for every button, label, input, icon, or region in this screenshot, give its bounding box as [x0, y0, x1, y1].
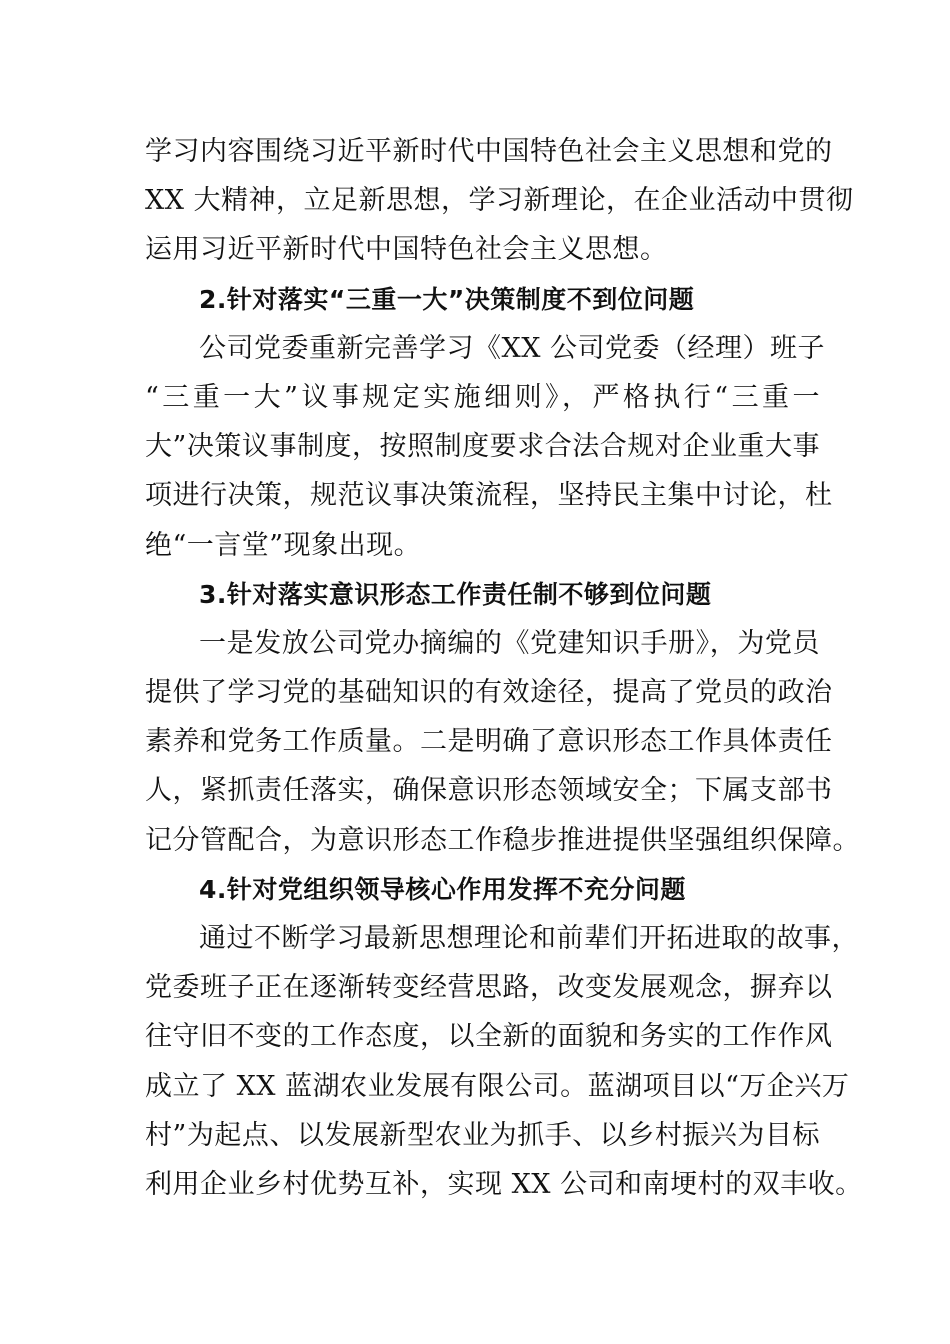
text-line: 通过不断学习最新思想理论和前辈们开拓进取的故事， — [199, 923, 859, 954]
text-line: 项进行决策，规范议事决策流程，坚持民主集中讨论，杜 — [145, 480, 833, 512]
text-line: 学习内容围绕习近平新时代中国特色社会主义思想和党的 — [145, 136, 833, 167]
text-line: 运用习近平新时代中国特色社会主义思想。 — [145, 234, 668, 266]
text-line: 党委班子正在逐渐转变经营思路，改变发展观念，摒弃以 — [145, 972, 833, 1004]
text-line: 往守旧不变的工作态度，以全新的面貌和务实的工作作风 — [145, 1021, 833, 1053]
heading-text: 2.针对落实“三重一大”决策制度不到位问题 — [199, 284, 695, 314]
section-heading — [145, 865, 820, 914]
text-line: 大”决策议事制度，按照制度要求合法合规对企业重大事 — [145, 431, 820, 463]
text-line: 公司党委重新完善学习《XX 公司党委（经理）班子 — [199, 332, 826, 364]
document-body — [145, 127, 863, 1209]
text-line: 提供了学习党的基础知识的有效途径，提高了党员的政治 — [145, 677, 833, 709]
text-line: “三重一大”议事规定实施细则》，严格执行“三重一 — [145, 381, 820, 413]
text-line: 利用企业乡村优势互补，实现 XX 公司和南埂村的双丰收。 — [145, 1168, 863, 1200]
text-line: 人，紧抓责任落实，确保意识形态领域安全；下属支部书 — [145, 775, 833, 807]
text-line: XX 大精神，立足新思想，学习新理论，在企业活动中贯彻 — [145, 185, 854, 217]
text-line: 一是发放公司党办摘编的《党建知识手册》，为党员 — [199, 627, 820, 659]
paragraph — [145, 127, 854, 275]
text-line: 成立了 XX 蓝湖农业发展有限公司。蓝湖项目以“万企兴万 — [145, 1070, 850, 1102]
paragraph — [145, 914, 863, 1209]
text-line: 记分管配合，为意识形态工作稳步推进提供坚强组织保障。 — [145, 824, 860, 856]
text-line: 素养和党务工作质量。二是明确了意识形态工作具体责任 — [145, 726, 833, 758]
heading-text: 3.针对落实意识形态工作责任制不够到位问题 — [199, 579, 712, 609]
text-line: 村”为起点、以发展新型农业为抓手、以乡村振兴为目标 — [145, 1119, 820, 1151]
text-line: 绝“一言堂”现象出现。 — [145, 529, 422, 561]
section-heading — [145, 570, 820, 619]
section-heading — [145, 275, 820, 324]
heading-text: 4.针对党组织领导核心作用发挥不充分问题 — [199, 874, 686, 904]
paragraph — [145, 324, 833, 570]
paragraph — [145, 619, 860, 865]
